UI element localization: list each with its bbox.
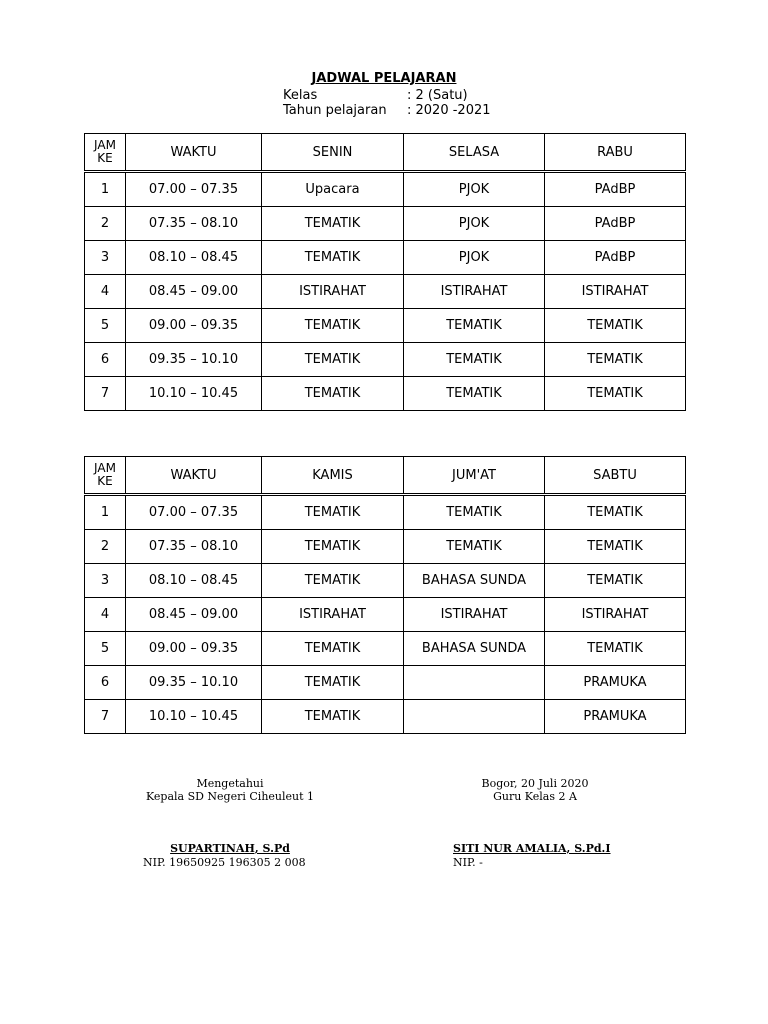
table-cell: TEMATIK	[545, 343, 686, 377]
table-cell: 09.00 – 09.35	[126, 632, 262, 666]
table-cell: 1	[85, 495, 126, 530]
table-cell: 3	[85, 241, 126, 275]
table-cell: 5	[85, 632, 126, 666]
table-cell: TEMATIK	[262, 343, 404, 377]
table-row	[85, 241, 686, 275]
table-cell: 1	[85, 172, 126, 207]
table-cell: TEMATIK	[545, 632, 686, 666]
table-row	[85, 530, 686, 564]
table-header-row	[85, 457, 686, 495]
table-cell: PAdBP	[545, 172, 686, 207]
header-cell: JAM KE	[85, 134, 126, 172]
table-cell: PJOK	[404, 207, 545, 241]
table-row	[85, 632, 686, 666]
table-cell: 07.35 – 08.10	[126, 207, 262, 241]
table-cell: ISTIRAHAT	[404, 598, 545, 632]
table-cell	[404, 700, 545, 734]
signature-left	[120, 777, 340, 803]
header-cell: JUM'AT	[404, 457, 545, 495]
tahun-label: Tahun pelajaran	[283, 103, 387, 118]
table-cell: 10.10 – 10.45	[126, 700, 262, 734]
table-cell: 5	[85, 309, 126, 343]
table-cell: TEMATIK	[262, 632, 404, 666]
sig-right-name: SITI NUR AMALIA, S.Pd.I	[453, 842, 611, 855]
table-cell: ISTIRAHAT	[262, 275, 404, 309]
table-row	[85, 666, 686, 700]
table-cell: 09.00 – 09.35	[126, 309, 262, 343]
table-cell: BAHASA SUNDA	[404, 564, 545, 598]
kelas-row	[283, 88, 468, 103]
sig-right-nip: NIP. -	[453, 856, 483, 869]
table-cell: PJOK	[404, 241, 545, 275]
signature-right	[430, 777, 640, 803]
table-cell	[404, 666, 545, 700]
table-cell: 3	[85, 564, 126, 598]
schedule-table-1	[84, 133, 686, 411]
table-cell: 07.35 – 08.10	[126, 530, 262, 564]
header-cell: SENIN	[262, 134, 404, 172]
sig-left-name: SUPARTINAH, S.Pd	[170, 842, 290, 855]
header-cell: RABU	[545, 134, 686, 172]
table-cell: 07.00 – 07.35	[126, 495, 262, 530]
table-cell: 09.35 – 10.10	[126, 666, 262, 700]
table-cell: 6	[85, 666, 126, 700]
sig-right-line1: Bogor, 20 Juli 2020	[481, 777, 589, 790]
table-cell: TEMATIK	[262, 564, 404, 598]
table-cell: ISTIRAHAT	[545, 275, 686, 309]
kelas-value: : 2 (Satu)	[407, 88, 468, 103]
table-header-row	[85, 134, 686, 172]
tahun-value: : 2020 -2021	[407, 103, 491, 118]
table-row	[85, 564, 686, 598]
table-cell: TEMATIK	[262, 207, 404, 241]
table-row	[85, 275, 686, 309]
table-cell: PAdBP	[545, 241, 686, 275]
table-cell: TEMATIK	[262, 495, 404, 530]
table-cell: Upacara	[262, 172, 404, 207]
table-cell: TEMATIK	[545, 309, 686, 343]
table-row	[85, 377, 686, 411]
header-cell: SELASA	[404, 134, 545, 172]
table-cell: TEMATIK	[545, 495, 686, 530]
table-row	[85, 309, 686, 343]
table-cell: 2	[85, 530, 126, 564]
table-cell: TEMATIK	[404, 495, 545, 530]
table-cell: TEMATIK	[404, 377, 545, 411]
table-cell: 7	[85, 700, 126, 734]
table-row	[85, 598, 686, 632]
table-cell: TEMATIK	[262, 666, 404, 700]
sig-left-block	[120, 842, 340, 855]
tahun-row	[283, 103, 491, 118]
header-cell: WAKTU	[126, 134, 262, 172]
table-row	[85, 172, 686, 207]
table-cell: 6	[85, 343, 126, 377]
table-cell: PRAMUKA	[545, 666, 686, 700]
kelas-label: Kelas	[283, 88, 318, 103]
table-cell: 08.45 – 09.00	[126, 598, 262, 632]
sig-left-nip: NIP. 19650925 196305 2 008	[143, 856, 306, 869]
sig-left-line2: Kepala SD Negeri Ciheuleut 1	[145, 790, 315, 803]
table-cell: ISTIRAHAT	[545, 598, 686, 632]
table-cell: 10.10 – 10.45	[126, 377, 262, 411]
table-cell: TEMATIK	[262, 309, 404, 343]
table-cell: 09.35 – 10.10	[126, 343, 262, 377]
table-cell: 08.45 – 09.00	[126, 275, 262, 309]
table-cell: 4	[85, 598, 126, 632]
table-cell: ISTIRAHAT	[404, 275, 545, 309]
table-cell: TEMATIK	[262, 241, 404, 275]
table-cell: 08.10 – 08.45	[126, 241, 262, 275]
table-cell: BAHASA SUNDA	[404, 632, 545, 666]
page-title: JADWAL PELAJARAN	[311, 71, 457, 86]
table-cell: TEMATIK	[545, 530, 686, 564]
header-cell: WAKTU	[126, 457, 262, 495]
table-cell: TEMATIK	[545, 377, 686, 411]
table-row	[85, 343, 686, 377]
header-cell: SABTU	[545, 457, 686, 495]
table-row	[85, 495, 686, 530]
sig-right-block	[453, 842, 611, 855]
table-row	[85, 207, 686, 241]
table-cell: TEMATIK	[262, 377, 404, 411]
table-cell: 4	[85, 275, 126, 309]
schedule-table-2	[84, 456, 686, 734]
table-cell: 07.00 – 07.35	[126, 172, 262, 207]
table-cell: TEMATIK	[262, 700, 404, 734]
table-cell: ISTIRAHAT	[262, 598, 404, 632]
table-cell: TEMATIK	[262, 530, 404, 564]
header-cell: JAM KE	[85, 457, 126, 495]
table-cell: TEMATIK	[545, 564, 686, 598]
sig-right-line2: Guru Kelas 2 A	[493, 790, 577, 803]
table-row	[85, 700, 686, 734]
header-cell: KAMIS	[262, 457, 404, 495]
table-cell: 2	[85, 207, 126, 241]
sig-left-line1: Mengetahui	[196, 777, 264, 790]
table-cell: 08.10 – 08.45	[126, 564, 262, 598]
table-cell: TEMATIK	[404, 309, 545, 343]
table-cell: TEMATIK	[404, 343, 545, 377]
table-cell: PAdBP	[545, 207, 686, 241]
table-cell: PJOK	[404, 172, 545, 207]
table-cell: 7	[85, 377, 126, 411]
table-cell: PRAMUKA	[545, 700, 686, 734]
table-cell: TEMATIK	[404, 530, 545, 564]
